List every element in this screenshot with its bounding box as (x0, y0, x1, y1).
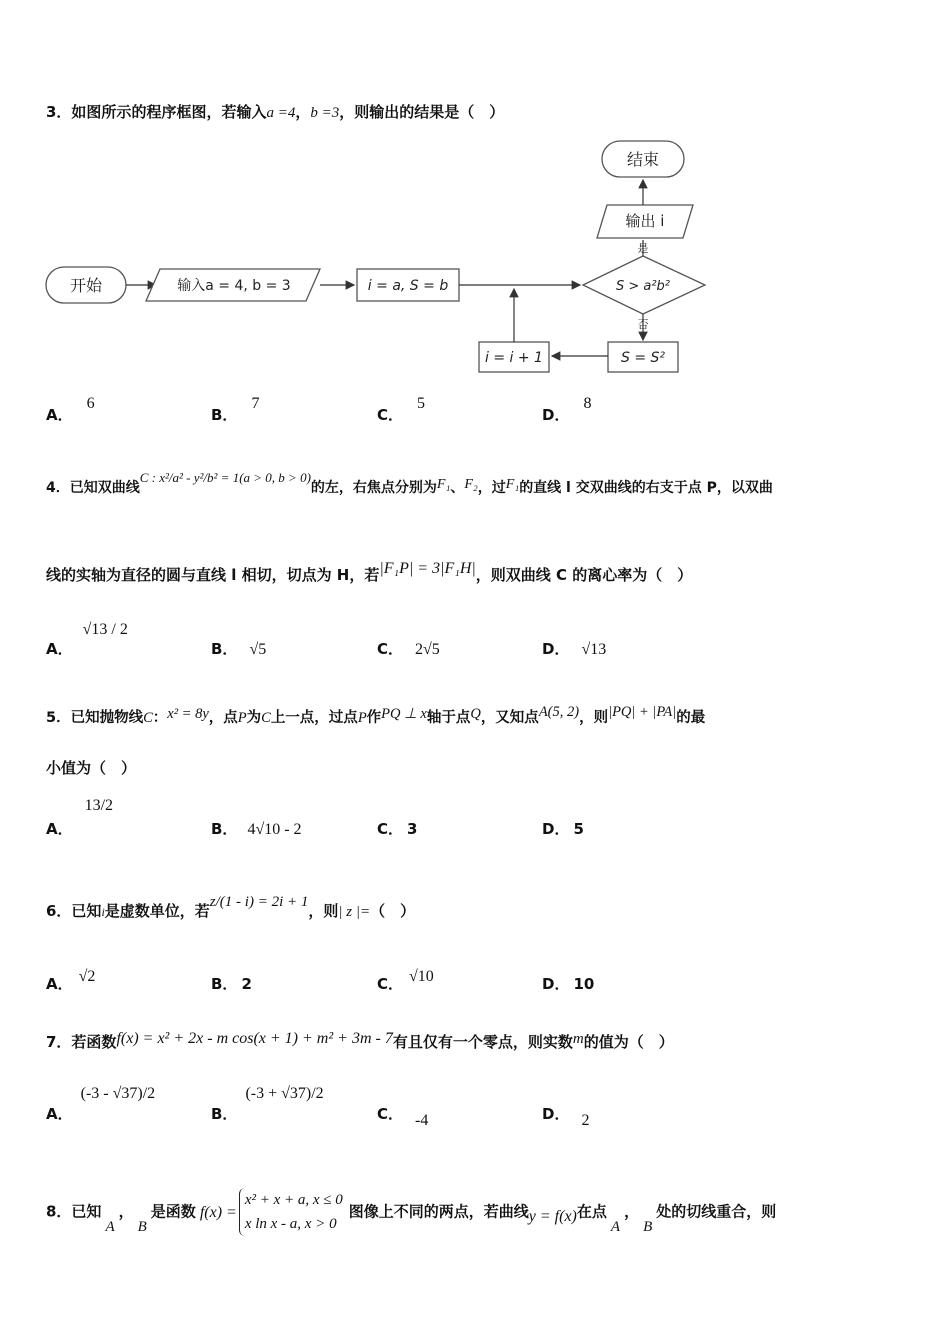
q6-option-b[interactable]: B． 2 (211, 975, 252, 993)
flow-init-text: i = a, S = b (367, 278, 449, 294)
q3-option-a[interactable]: A．6 (46, 395, 95, 424)
flowchart (0, 130, 950, 390)
q6-option-d[interactable]: D． 10 (542, 975, 595, 993)
flow-inc-text: i = i + 1 (485, 350, 543, 366)
q4-stem-line2: 线的实轴为直径的圆与直线 l 相切，切点为 H，若|F₁P| = 3|F₁H|，则双曲线 C 的离心率为（ ） (46, 560, 693, 584)
q6-option-a[interactable]: A． √2 (46, 968, 96, 993)
flow-end-text: 结束 (626, 150, 660, 169)
q3-option-d[interactable]: D．8 (542, 395, 592, 424)
flow-output-text: 输出 i (625, 212, 665, 230)
q4-option-d[interactable]: D． √13 (542, 640, 607, 658)
q4-option-a[interactable]: A．√13 / 2 (46, 621, 128, 658)
q7-stem: 7．若函数f(x) = x² + 2x - m cos(x + 1) + m² + 3m - 7有且仅有一个零点，则实数m的值为（ ） (46, 1030, 674, 1051)
q7-option-b[interactable]: B．(-3 + √37)/2 (211, 1085, 324, 1123)
flow-condition-text: S > a²b² (615, 279, 671, 294)
q5-option-d[interactable]: D． 5 (542, 820, 584, 838)
q5-option-b[interactable]: B． 4√10 - 2 (211, 820, 302, 838)
q7-option-c[interactable]: C． -4 (377, 1105, 429, 1129)
q7-option-d[interactable]: D． 2 (542, 1105, 590, 1129)
q7-option-a[interactable]: A．(-3 - √37)/2 (46, 1085, 156, 1123)
q4-option-b[interactable]: B． √5 (211, 640, 267, 658)
q4-option-c[interactable]: C． 2√5 (377, 640, 440, 658)
flow-input-text: 输入a = 4, b = 3 (177, 278, 291, 294)
q8-stem: 8．已知A，B是函数 f(x) = x² + x + a, x ≤ 0 x ln x - a, x > 0 图像上不同的两点，若曲线y = f(x)在点A，B处的切线重合，则 (46, 1188, 776, 1236)
q4-stem-line1: 4．已知双曲线C : x²/a² - y²/b² = 1(a > 0, b > 0)的左，右焦点分别为F₁、F₂，过F₁的直线 l 交双曲线的右支于点 P，以双曲 (46, 470, 773, 496)
flow-yes-label: 是 (637, 242, 649, 255)
q6-option-c[interactable]: C． √10 (377, 968, 434, 993)
flow-start-text: 开始 (69, 276, 103, 295)
q3-stem: 3．如图所示的程序框图，若输入a =4，b =3，则输出的结果是（ ） (46, 103, 505, 121)
q5-option-a[interactable]: A．13/2 (46, 797, 114, 838)
flow-square-text: S = S² (620, 350, 666, 366)
q5-stem-line2: 小值为（ ） (46, 759, 137, 777)
q3-option-c[interactable]: C．5 (377, 395, 426, 424)
q5-option-c[interactable]: C． 3 (377, 820, 418, 838)
q5-stem-line1: 5．已知抛物线C：x² = 8y，点P为C上一点，过点P作PQ ⊥ x轴于点Q，又知点A(5, 2)，则|PQ| + |PA|的最 (46, 704, 706, 726)
q6-stem: 6．已知i是虚数单位，若z/(1 - i) = 2i + 1，则| z |=（ ） (46, 894, 416, 920)
flow-no-label: 否 (637, 318, 649, 331)
q3-option-b[interactable]: B．7 (211, 395, 260, 424)
q8-piecewise: x² + x + a, x ≤ 0 x ln x - a, x > 0 (239, 1188, 343, 1236)
